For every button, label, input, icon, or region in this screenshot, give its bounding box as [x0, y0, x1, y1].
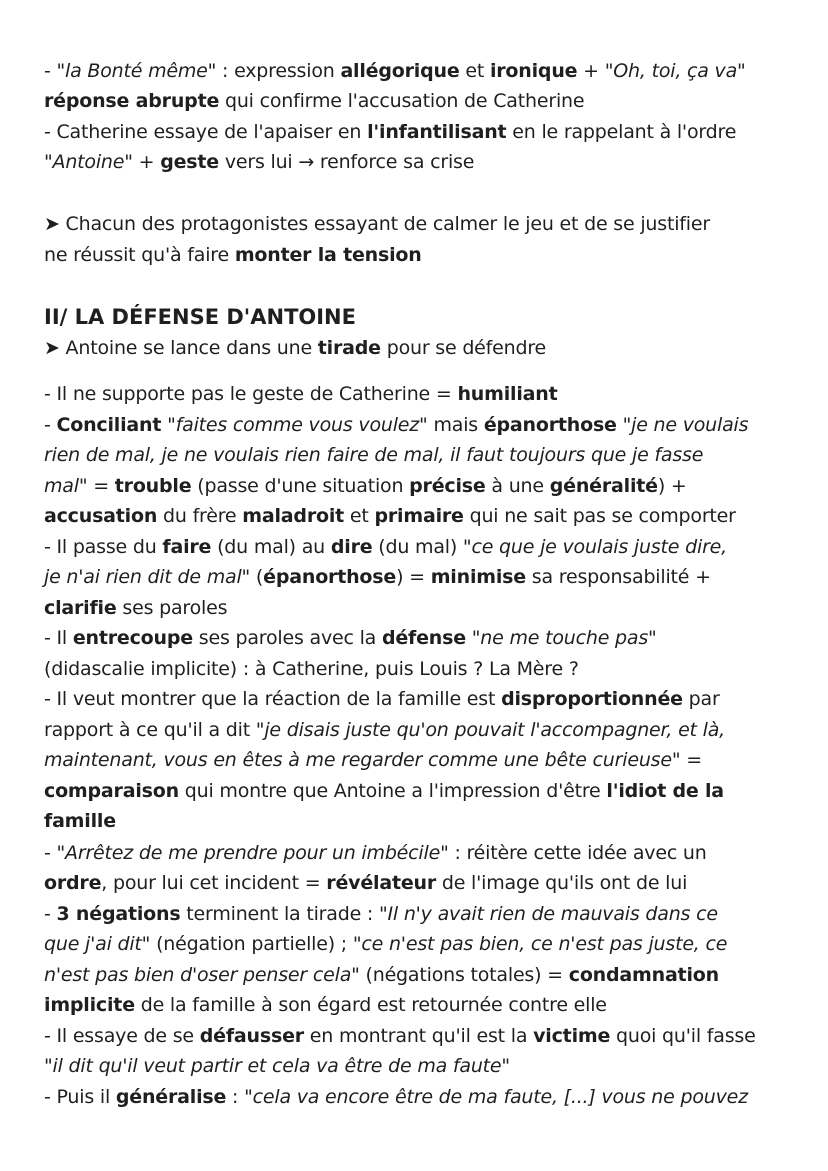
text-segment: à une: [485, 475, 550, 497]
text-segment: - Il ne supporte pas le geste de Catherine =: [44, 383, 458, 405]
text-segment: épanorthose: [263, 566, 397, 588]
text-segment: épanorthose: [483, 414, 617, 436]
text-segment: ➤ Chacun des protagonistes essayant de calmer le jeu et de se justifier: [44, 213, 710, 235]
text-line: [44, 442, 792, 468]
text-segment: =: [680, 749, 702, 771]
text-segment: l'idiot de la: [606, 780, 724, 802]
text-segment: famille: [44, 810, 116, 832]
text-segment: ordre: [44, 872, 102, 894]
text-line: [44, 778, 792, 804]
text-segment: - Il: [44, 627, 73, 649]
text-segment: ironique: [489, 60, 578, 82]
text-segment: "je ne voulais: [622, 414, 749, 436]
text-segment: par: [682, 688, 720, 710]
text-segment: "ce n'est pas bien, ce n'est pas juste, ce: [352, 933, 728, 955]
text-segment: "ce que je voulais juste dire,: [462, 536, 728, 558]
text-segment: sa responsabilité +: [525, 566, 711, 588]
text-segment: de l'image qu'ils ont de lui: [436, 872, 688, 894]
text-segment: généralité: [549, 475, 658, 497]
text-line: [44, 992, 792, 1018]
text-segment: rapport à ce qu'il a dit: [44, 719, 256, 741]
text-line: [44, 564, 792, 590]
text-segment: que j'ai dit": [44, 933, 151, 955]
text-segment: -: [44, 60, 57, 82]
text-segment: en montrant qu'il est la: [303, 1025, 534, 1047]
text-segment: qui montre que Antoine a l'impression d'être: [178, 780, 607, 802]
text-segment: +: [132, 151, 161, 173]
text-line: [44, 473, 792, 499]
text-segment: maladroit: [242, 505, 345, 527]
text-line: [44, 412, 792, 438]
text-segment: dire: [330, 536, 373, 558]
text-segment: vers lui → renforce sa crise: [218, 151, 475, 173]
text-segment: défense: [381, 627, 466, 649]
text-line: [44, 242, 792, 268]
text-segment: geste: [160, 151, 219, 173]
text-segment: Conciliant: [56, 414, 162, 436]
text-segment: maintenant, vous en êtes à me regarder comme une bête curieuse": [44, 749, 681, 771]
text-segment: : expression: [216, 60, 341, 82]
text-segment: entrecoupe: [72, 627, 193, 649]
text-segment: n'est pas bien d'oser penser cela": [44, 964, 360, 986]
text-segment: en le rappelant à l'ordre: [506, 121, 737, 143]
text-segment: "je disais juste qu'on pouvait l'accompagner, et là,: [255, 719, 726, 741]
text-segment: =: [87, 475, 115, 497]
text-segment: du frère: [157, 505, 243, 527]
text-segment: ne réussit qu'à faire: [44, 244, 235, 266]
text-segment: (du mal) au: [211, 536, 331, 558]
text-line: [44, 840, 792, 866]
text-segment: accusation: [44, 505, 158, 527]
text-line: [44, 901, 792, 927]
text-segment: - Il veut montrer que la réaction de la famille est: [44, 688, 502, 710]
text-line: [44, 625, 792, 651]
text-line: [44, 503, 792, 529]
text-line: [44, 962, 792, 988]
text-segment: mais: [427, 414, 484, 436]
text-segment: ) =: [396, 566, 431, 588]
text-segment: "Oh, toi, ça va": [604, 60, 746, 82]
text-segment: primaire: [374, 505, 464, 527]
text-segment: "cela va encore être de ma faute, [...] vous ne pouvez: [244, 1086, 748, 1108]
text-segment: 3 négations: [56, 903, 181, 925]
text-line: [44, 595, 792, 621]
text-segment: , pour lui cet incident =: [101, 872, 327, 894]
text-line: [44, 717, 792, 743]
text-segment: "Arrêtez de me prendre pour un imbécile": [56, 842, 449, 864]
text-segment: monter la tension: [234, 244, 422, 266]
text-segment: généralise: [115, 1086, 227, 1108]
text-segment: comparaison: [44, 780, 179, 802]
text-segment: condamnation: [568, 964, 719, 986]
text-segment: ➤ Antoine se lance dans une: [44, 337, 318, 359]
text-segment: - Il essaye de se: [44, 1025, 200, 1047]
text-segment: -: [44, 414, 57, 436]
text-line: [44, 1023, 792, 1049]
text-segment: et: [459, 60, 490, 82]
text-segment: pour se défendre: [380, 337, 547, 359]
text-line: [44, 58, 792, 84]
text-segment: (négations totales) =: [359, 964, 569, 986]
text-segment: mal": [44, 475, 88, 497]
text-line: [44, 1053, 792, 1079]
text-segment: "faites comme vous voulez": [167, 414, 428, 436]
text-segment: terminent la tirade :: [180, 903, 379, 925]
text-segment: et: [344, 505, 375, 527]
text-segment: révélateur: [326, 872, 437, 894]
text-segment: -: [44, 903, 57, 925]
text-segment: "la Bonté même": [56, 60, 217, 82]
text-line: [44, 808, 792, 834]
text-segment: "Antoine": [44, 151, 133, 173]
text-line: [44, 747, 792, 773]
text-segment: clarifie: [44, 597, 117, 619]
text-line: [44, 870, 792, 896]
text-segment: victime: [533, 1025, 611, 1047]
text-segment: (: [250, 566, 264, 588]
text-segment: quoi qu'il fasse: [610, 1025, 756, 1047]
text-segment: disproportionnée: [501, 688, 683, 710]
text-segment: ses paroles avec la: [192, 627, 382, 649]
text-segment: (didascalie implicite) : à Catherine, puis Louis ? La Mère ?: [44, 658, 579, 680]
text-segment: humiliant: [457, 383, 558, 405]
text-segment: "Il n'y avait rien de mauvais dans ce: [378, 903, 718, 925]
text-line: [44, 381, 792, 407]
text-segment: tirade: [317, 337, 381, 359]
text-segment: - Catherine essaye de l'apaiser en: [44, 121, 368, 143]
text-segment: rien de mal, je ne voulais rien faire de mal, il faut toujours que je fasse: [44, 444, 704, 466]
text-segment: qui confirme l'accusation de Catherine: [219, 90, 585, 112]
text-segment: réponse abrupte: [44, 90, 220, 112]
text-line: [44, 88, 792, 114]
text-segment: allégorique: [340, 60, 460, 82]
text-segment: l'infantilisant: [367, 121, 507, 143]
text-line: [44, 335, 792, 361]
text-segment: - Il passe du: [44, 536, 163, 558]
text-segment: (du mal): [372, 536, 463, 558]
text-segment: trouble: [114, 475, 192, 497]
text-segment: -: [44, 842, 57, 864]
text-segment: implicite: [44, 994, 135, 1016]
text-segment: je n'ai rien dit de mal": [44, 566, 251, 588]
text-segment: (passe d'une situation: [191, 475, 410, 497]
text-line: [44, 119, 792, 145]
text-line: [44, 1084, 792, 1110]
text-segment: de la famille à son égard est retournée contre elle: [134, 994, 607, 1016]
text-segment: - Puis il: [44, 1086, 116, 1108]
text-line: [44, 304, 792, 331]
text-segment: précise: [409, 475, 486, 497]
text-line: [44, 149, 792, 175]
text-line: [44, 211, 792, 237]
text-segment: défausser: [199, 1025, 304, 1047]
text-segment: :: [226, 1086, 245, 1108]
text-line: [44, 534, 792, 560]
text-line: [44, 686, 792, 712]
text-segment: : réitère cette idée avec un: [448, 842, 707, 864]
text-segment: "il dit qu'il veut partir et cela va être de ma faute": [44, 1055, 510, 1077]
text-line: [44, 931, 792, 957]
section-heading: II/ LA DÉFENSE D'ANTOINE: [44, 305, 356, 329]
text-segment: (négation partielle) ;: [150, 933, 353, 955]
text-segment: "ne me touche pas": [471, 627, 657, 649]
text-segment: faire: [162, 536, 212, 558]
text-segment: +: [577, 60, 605, 82]
text-segment: qui ne sait pas se comporter: [463, 505, 736, 527]
text-segment: minimise: [430, 566, 526, 588]
text-segment: ) +: [657, 475, 687, 497]
text-segment: ses paroles: [116, 597, 228, 619]
text-line: [44, 656, 792, 682]
